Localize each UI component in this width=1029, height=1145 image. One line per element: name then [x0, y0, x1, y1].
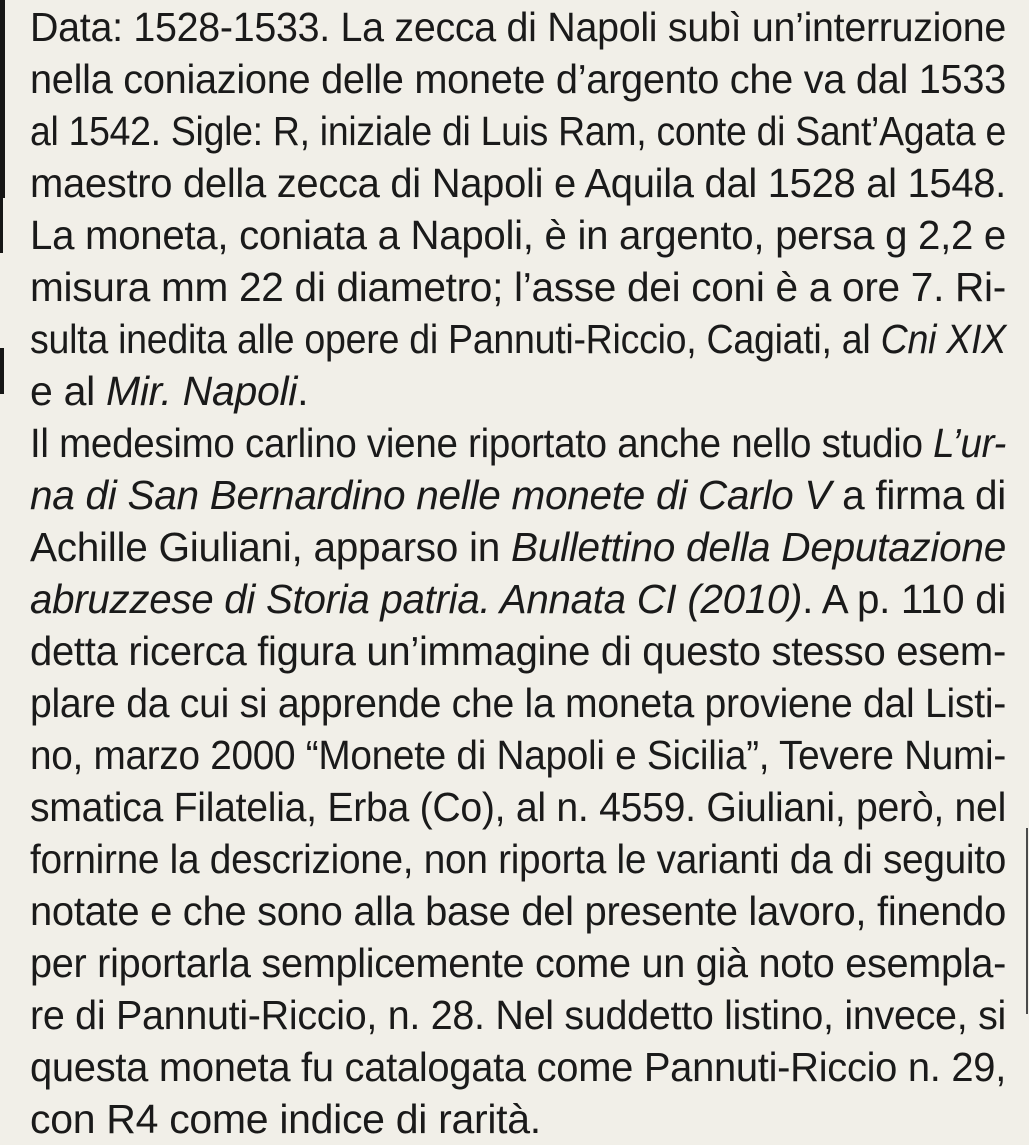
text-segment: a firma di	[831, 472, 1006, 518]
text-segment: plare da cui si apprende che la moneta proviene dal Listi-	[30, 680, 1006, 726]
text-segment: misura mm 22 di diametro; l’asse dei coni è a ore 7. Ri-	[30, 264, 1006, 310]
text-segment: sulta inedita alle opere di Pannuti-Riccio, Cagiati, al	[30, 316, 881, 362]
text-segment: per riportarla semplicemente come un già noto esempla-	[30, 940, 1006, 986]
text-segment: questa moneta fu catalogata come Pannuti-Riccio n. 29,	[30, 1044, 1006, 1090]
text-segment: con R4 come indice di rarità.	[30, 1096, 541, 1142]
text-segment: .	[297, 368, 309, 414]
text-segment: fornirne la descrizione, non riporta le varianti da di seguito	[30, 836, 1006, 882]
text-segment: al 1542. Sigle: R, iniziale di Luis Ram, conte di Sant’Agata e	[30, 108, 1006, 154]
text-segment: e al	[30, 368, 106, 414]
italic-text-segment: na di San Bernardino nelle monete di Carlo V	[30, 472, 832, 518]
text-line	[30, 157, 1006, 209]
text-segment: maestro della zecca di Napoli e Aquila dal 1528 al 1548.	[30, 160, 1006, 206]
text-segment: smatica Filatelia, Erba (Co), al n. 4559. Giuliani, però, nel	[30, 784, 1006, 830]
text-line	[30, 1, 1006, 53]
text-line	[30, 781, 1006, 833]
text-segment: Data: 1528-1533. La zecca di Napoli subì un’interruzione	[30, 4, 1006, 50]
text-line	[30, 521, 1006, 573]
text-line	[30, 417, 1006, 469]
text-line	[30, 1041, 1006, 1093]
scan-artifact-left-bar	[0, 0, 5, 198]
scan-artifact-right-line	[1026, 828, 1028, 1014]
text-segment: La moneta, coniata a Napoli, è in argento, persa g 2,2 e	[30, 212, 1006, 258]
text-line	[30, 365, 1006, 417]
italic-text-segment: Bullettino della Deputazione	[511, 524, 1006, 570]
text-segment: notate e che sono alla base del presente lavoro, finendo	[30, 888, 1006, 934]
text-line	[30, 209, 1006, 261]
text-segment: Il medesimo carlino viene riportato anche nello studio	[30, 420, 934, 466]
text-segment: nella coniazione delle monete d’argento che va dal 1533	[30, 56, 1006, 102]
text-line	[30, 53, 1006, 105]
text-line	[30, 937, 1006, 989]
italic-text-segment: Mir. Napoli	[106, 368, 298, 414]
text-line	[30, 261, 1006, 313]
text-segment: . A p. 110 di	[802, 576, 1006, 622]
text-segment: detta ricerca figura un’immagine di questo stesso esem-	[30, 628, 1006, 674]
text-segment: re di Pannuti-Riccio, n. 28. Nel suddetto listino, invece, si	[30, 992, 1006, 1038]
document-text	[30, 1, 1006, 1145]
text-segment: Achille Giuliani, apparso in	[30, 524, 512, 570]
text-line	[30, 885, 1006, 937]
text-line	[30, 1093, 1006, 1145]
text-line	[30, 469, 1006, 521]
italic-text-segment: abruzzese di Storia patria. Annata CI (2010)	[30, 576, 803, 622]
scan-artifact-left-bar-tail	[0, 195, 3, 253]
text-line	[30, 729, 1006, 781]
text-line	[30, 677, 1006, 729]
italic-text-segment: L’ur-	[933, 420, 1006, 466]
text-line	[30, 989, 1006, 1041]
text-segment: no, marzo 2000 “Monete di Napoli e Sicilia”, Tevere Numi-	[30, 732, 1006, 778]
text-line	[30, 625, 1006, 677]
italic-text-segment: Cni XIX	[880, 316, 1006, 362]
scan-artifact-left-mark	[0, 348, 4, 394]
text-line	[30, 105, 1006, 157]
text-line	[30, 833, 1006, 885]
text-line	[30, 313, 1006, 365]
text-line	[30, 573, 1006, 625]
